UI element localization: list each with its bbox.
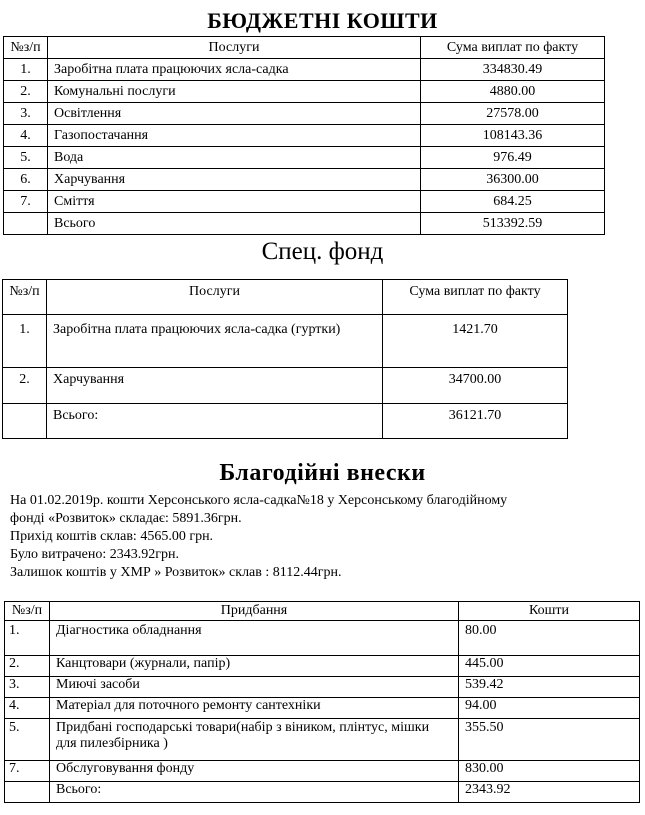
row-num: 1. (5, 621, 50, 656)
row-item: Миючі засоби (50, 677, 459, 698)
row-service: Харчування (47, 368, 383, 404)
row-sum: 684.25 (421, 191, 605, 213)
row-num: 2. (5, 656, 50, 677)
special-fund-table (2, 279, 568, 439)
header-num: №з/п (5, 602, 50, 621)
row-service: Газопостачання (48, 125, 421, 147)
row-item: Матеріал для поточного ремонту сантехніки (50, 698, 459, 719)
header-cost: Кошти (459, 602, 640, 621)
row-num: 3. (5, 677, 50, 698)
table-row (5, 656, 640, 677)
table-row (4, 125, 605, 147)
row-cost: 445.00 (459, 656, 640, 677)
header-service: Послуги (47, 280, 383, 315)
row-num: 6. (4, 169, 48, 191)
row-sum: 27578.00 (421, 103, 605, 125)
row-item: Придбані господарські товари(набір з віником, плінтус, мішки для пилезбірника ) (50, 719, 459, 761)
total-sum: 36121.70 (383, 404, 568, 439)
table-header-row (5, 602, 640, 621)
budget-table (3, 36, 605, 235)
row-num: 7. (4, 191, 48, 213)
total-label: Всього: (50, 782, 459, 803)
table-row (5, 698, 640, 719)
row-num: 2. (4, 81, 48, 103)
budget-title: БЮДЖЕТНІ КОШТИ (207, 8, 438, 33)
row-num: 5. (5, 719, 50, 761)
info-line: Було витрачено: 2343.92грн. (10, 547, 179, 562)
total-sum: 513392.59 (421, 213, 605, 235)
row-service: Освітлення (48, 103, 421, 125)
row-sum: 36300.00 (421, 169, 605, 191)
row-sum: 4880.00 (421, 81, 605, 103)
total-cost: 2343.92 (459, 782, 640, 803)
row-num (4, 213, 48, 235)
row-num: 2. (3, 368, 47, 404)
total-label: Всього (48, 213, 421, 235)
row-sum: 108143.36 (421, 125, 605, 147)
row-num: 3. (4, 103, 48, 125)
info-line: Залишок коштів у ХМР » Розвиток» склав : 8112.44грн. (10, 565, 342, 580)
charity-title: Благодійні внески (219, 460, 426, 486)
header-sum: Сума виплат по факту (421, 37, 605, 59)
row-cost: 355.50 (459, 719, 640, 761)
purchases-table (4, 601, 640, 803)
table-row (4, 103, 605, 125)
table-row (4, 59, 605, 81)
table-row (5, 719, 640, 761)
table-row (4, 169, 605, 191)
charity-info (10, 492, 507, 582)
row-num: 1. (3, 315, 47, 368)
table-row (4, 147, 605, 169)
row-num: 7. (5, 761, 50, 782)
table-row (3, 315, 568, 368)
row-cost: 539.42 (459, 677, 640, 698)
info-line: фонді «Розвиток» складає: 5891.36грн. (10, 511, 242, 526)
table-row (3, 368, 568, 404)
special-fund-title: Спец. фонд (261, 238, 384, 265)
info-line: На 01.02.2019р. кошти Херсонського ясла-садка№18 у Херсонському благодійному (10, 493, 508, 508)
row-num: 4. (4, 125, 48, 147)
row-sum: 976.49 (421, 147, 605, 169)
row-cost: 94.00 (459, 698, 640, 719)
row-num: 4. (5, 698, 50, 719)
row-item: Канцтовари (журнали, папір) (50, 656, 459, 677)
row-item: Обслуговування фонду (50, 761, 459, 782)
row-service: Сміття (48, 191, 421, 213)
total-row (3, 404, 568, 439)
row-service: Комунальні послуги (48, 81, 421, 103)
table-header-row (4, 37, 605, 59)
header-num: №з/п (3, 280, 47, 315)
row-num: 5. (4, 147, 48, 169)
table-header-row (3, 280, 568, 315)
row-num (5, 782, 50, 803)
table-row (5, 677, 640, 698)
row-sum: 34700.00 (383, 368, 568, 404)
total-row (5, 782, 640, 803)
table-row (4, 81, 605, 103)
header-item: Придбання (50, 602, 459, 621)
row-sum: 1421.70 (383, 315, 568, 368)
row-service: Заробітна плата працюючих ясла-садка (гуртки) (47, 315, 383, 368)
row-cost: 830.00 (459, 761, 640, 782)
total-row (4, 213, 605, 235)
row-num: 1. (4, 59, 48, 81)
row-service: Харчування (48, 169, 421, 191)
table-row (5, 761, 640, 782)
table-row (4, 191, 605, 213)
header-num: №з/п (4, 37, 48, 59)
header-service: Послуги (48, 37, 421, 59)
table-row (5, 621, 640, 656)
row-service: Вода (48, 147, 421, 169)
row-service: Заробітна плата працюючих ясла-садка (48, 59, 421, 81)
header-sum: Сума виплат по факту (383, 280, 568, 315)
row-item: Діагностика обладнання (50, 621, 459, 656)
total-label: Всього: (47, 404, 383, 439)
row-sum: 334830.49 (421, 59, 605, 81)
info-line: Прихід коштів склав: 4565.00 грн. (10, 529, 214, 544)
row-num (3, 404, 47, 439)
row-cost: 80.00 (459, 621, 640, 656)
